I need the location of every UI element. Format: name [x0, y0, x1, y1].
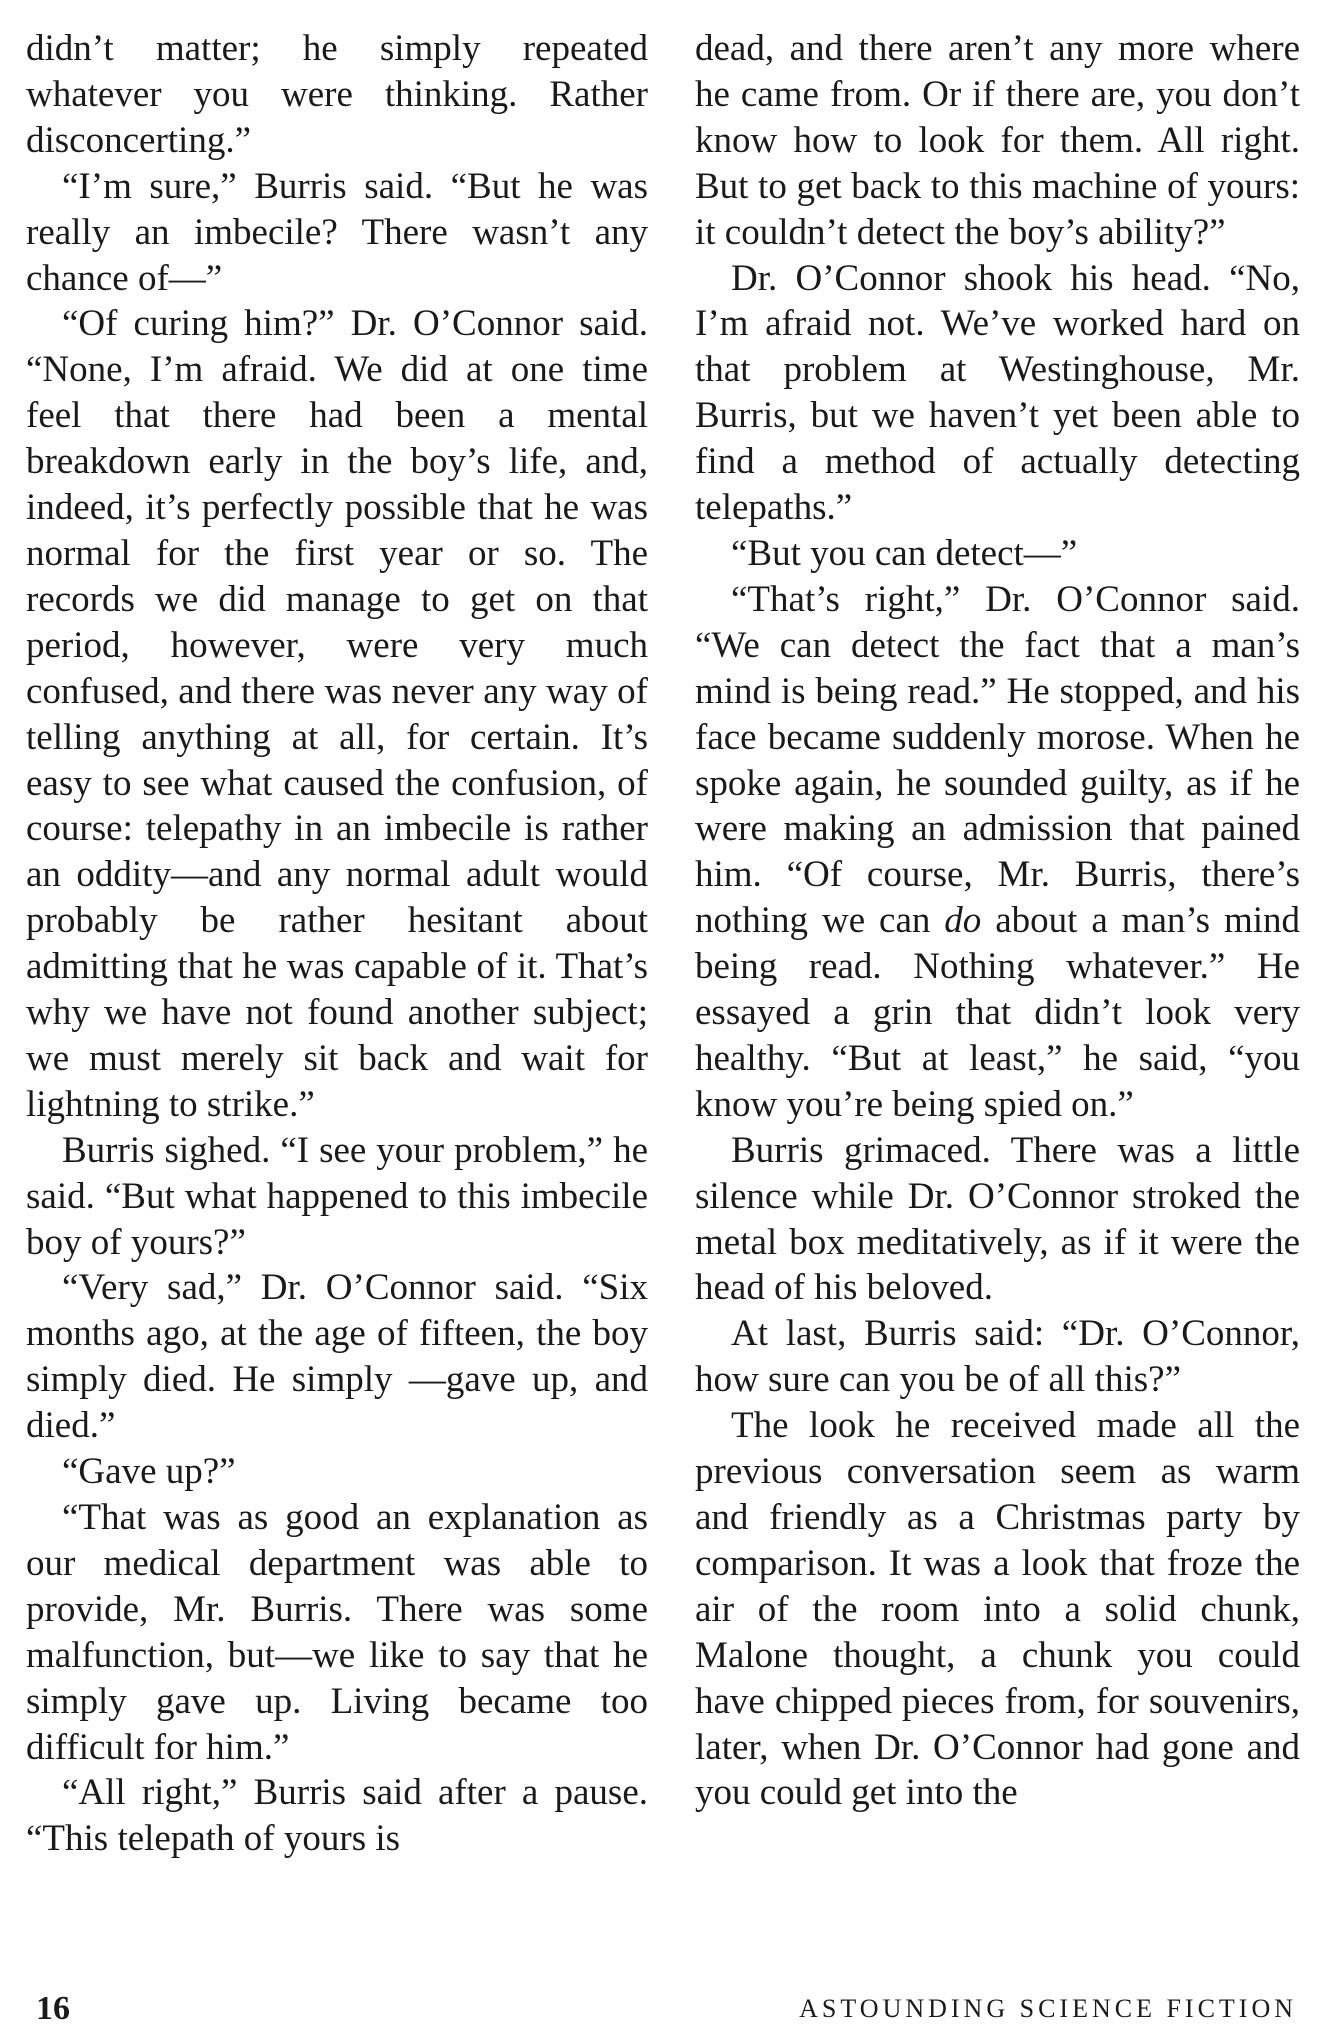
paragraph [695, 577, 1300, 1128]
paragraph: Burris grimaced. There was a little silence while Dr. O’Connor stroked the metal box meditatively, as if it were the head of his beloved. [695, 1129, 1300, 1309]
paragraph: Burris sighed. “I see your problem,” he said. “But what happened to this imbecile boy of yours?” [26, 1129, 648, 1263]
paragraph: dead, and there aren’t any more where he came from. Or if there are, you don’t know how to look for them. All right. But to get back to this machine of yours: it couldn’t detect the boy’s ability?” [695, 28, 1300, 253]
paragraph: “That was as good an explanation as our medical department was able to provide, Mr. Burris. There was some malfunction, but—we like to say that he simply gave up. Living became too difficult for him.” [26, 1497, 648, 1768]
paragraph: “But you can detect—” [731, 532, 1078, 574]
running-title: ASTOUNDING SCIENCE FICTION [799, 1994, 1297, 2023]
paragraph: didn’t matter; he simply repeated whatever you were thinking. Rather disconcerting.” [26, 28, 648, 161]
paragraph-text: “That’s right,” Dr. O’Connor said. “We can detect the fact that a man’s mind is being read.” He stopped, and his face became suddenly morose. When he spoke again, he sounded guilty, as if he were making an admission that pained him. “Of course, Mr. Burris, there’s nothing we can [695, 578, 1300, 942]
page-number: 16 [36, 1990, 70, 2027]
paragraph: “Very sad,” Dr. O’Connor said. “Six months ago, at the age of fifteen, the boy simply died. He simply —gave up, and died.” [26, 1267, 648, 1447]
paragraph: Dr. O’Connor shook his head. “No, I’m afraid not. We’ve worked hard on that problem at Westinghouse, Mr. Burris, but we haven’t yet been able to find a method of actually detecting telepaths.” [695, 257, 1300, 529]
paragraph-text: about a man’s mind being read. Nothing whatever.” He essayed a grin that didn’t look very healthy. “But at least,” he said, “you know you’re being spied on.” [695, 900, 1301, 1125]
paragraph: The look he received made all the previous conversation seem as warm and friendly as a Christmas party by comparison. It was a look that froze the air of the room into a solid chunk, Malone thought, a chunk you could have chipped pieces from, for souvenirs, later, when Dr. O’Connor had gone and you could get into the [695, 1405, 1300, 1814]
right-column [695, 26, 1300, 1816]
page-footer [0, 1990, 1327, 2030]
paragraph: At last, Burris said: “Dr. O’Connor, how sure can you be of all this?” [695, 1313, 1300, 1401]
paragraph: “Of curing him?” Dr. O’Connor said. “None, I’m afraid. We did at one time feel that there had been a mental breakdown early in the boy’s life, and, indeed, it’s perfectly possible that he was normal for the first year or so. The records we did manage to get on that period, however, were very much confused, and there was never any way of telling anything at all, for certain. It’s easy to see what caused the confusion, of course: telepathy in an imbecile is rather an oddity—and any normal adult would probably be rather hesitant about admitting that he was capable of it. That’s why we have not found another subject; we must merely sit back and wait for lightning to strike.” [26, 303, 648, 1125]
paragraph: “All right,” Burris said after a pause. “This telepath of yours is [26, 1772, 648, 1860]
emphasis-text: do [944, 900, 982, 942]
paragraph: “I’m sure,” Burris said. “But he was really an imbecile? There wasn’t any chance of—” [26, 165, 648, 299]
left-column [26, 26, 648, 1862]
paragraph: “Gave up?” [62, 1451, 236, 1493]
